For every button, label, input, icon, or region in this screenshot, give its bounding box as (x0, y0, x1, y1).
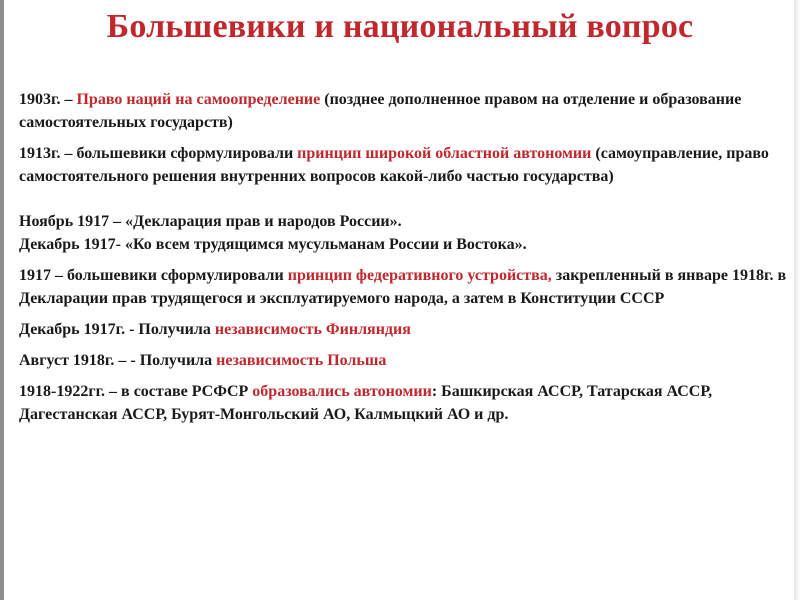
slide-right-shadow (794, 0, 800, 600)
paragraph-autonomies-highlight: образовались автономии (252, 383, 432, 400)
slide-title: Большевики и национальный вопрос (106, 8, 694, 45)
paragraph-1903-text: (позднее дополненное правом на отделение и образование самостоятельных государств) (19, 91, 742, 131)
paragraph-autonomies (19, 380, 791, 426)
paragraph-finland-highlight: независимость Финляндия (214, 321, 411, 338)
paragraph-1903 (19, 88, 791, 134)
slide-left-border (0, 0, 4, 600)
paragraph-poland-date: Август 1918г. – - Получила (19, 352, 217, 369)
paragraph-finland-date: Декабрь 1917г. - Получила (19, 321, 215, 338)
paragraph-declarations (19, 210, 791, 256)
paragraph-1917-federation (19, 264, 791, 310)
declaration-december-1917: Декабрь 1917- «Ко всем трудящимся мусульманам России и Востока». (19, 236, 527, 253)
paragraph-1913-text: (самоуправление, право самостоятельного решения внутренних вопросов какой-либо частью государства) (19, 145, 769, 185)
paragraph-finland (19, 318, 791, 341)
paragraph-1917-date: 1917 – большевики сформулировали (19, 267, 288, 284)
paragraph-1917-highlight: принцип федеративного устройства, (287, 267, 552, 284)
paragraph-poland-highlight: независимость Польша (216, 352, 387, 369)
paragraph-autonomies-text: : Башкирская АССР, Татарская АССР, Дагестанская АССР, Бурят-Монгольский АО, Калмыцкий АО и др. (19, 383, 713, 423)
paragraph-1913 (19, 142, 791, 188)
paragraph-poland (19, 349, 791, 372)
slide-body (19, 88, 791, 434)
declaration-november-1917: Ноябрь 1917 – «Декларация прав и народов России». (19, 213, 402, 230)
paragraph-1917-text: закрепленный в январе 1918г. в Декларации прав трудящегося и эксплуатируемого народа, а затем в Конституции СССР (19, 267, 787, 307)
paragraph-1913-highlight: принцип широкой областной автономии (297, 145, 592, 162)
paragraph-1903-date: 1903г. – (19, 91, 77, 108)
paragraph-1913-date: 1913г. – большевики сформулировали (19, 145, 298, 162)
paragraph-1903-highlight: Право наций на самоопределение (76, 91, 321, 108)
paragraph-autonomies-date: 1918-1922гг. – в составе РСФСР (19, 383, 253, 400)
